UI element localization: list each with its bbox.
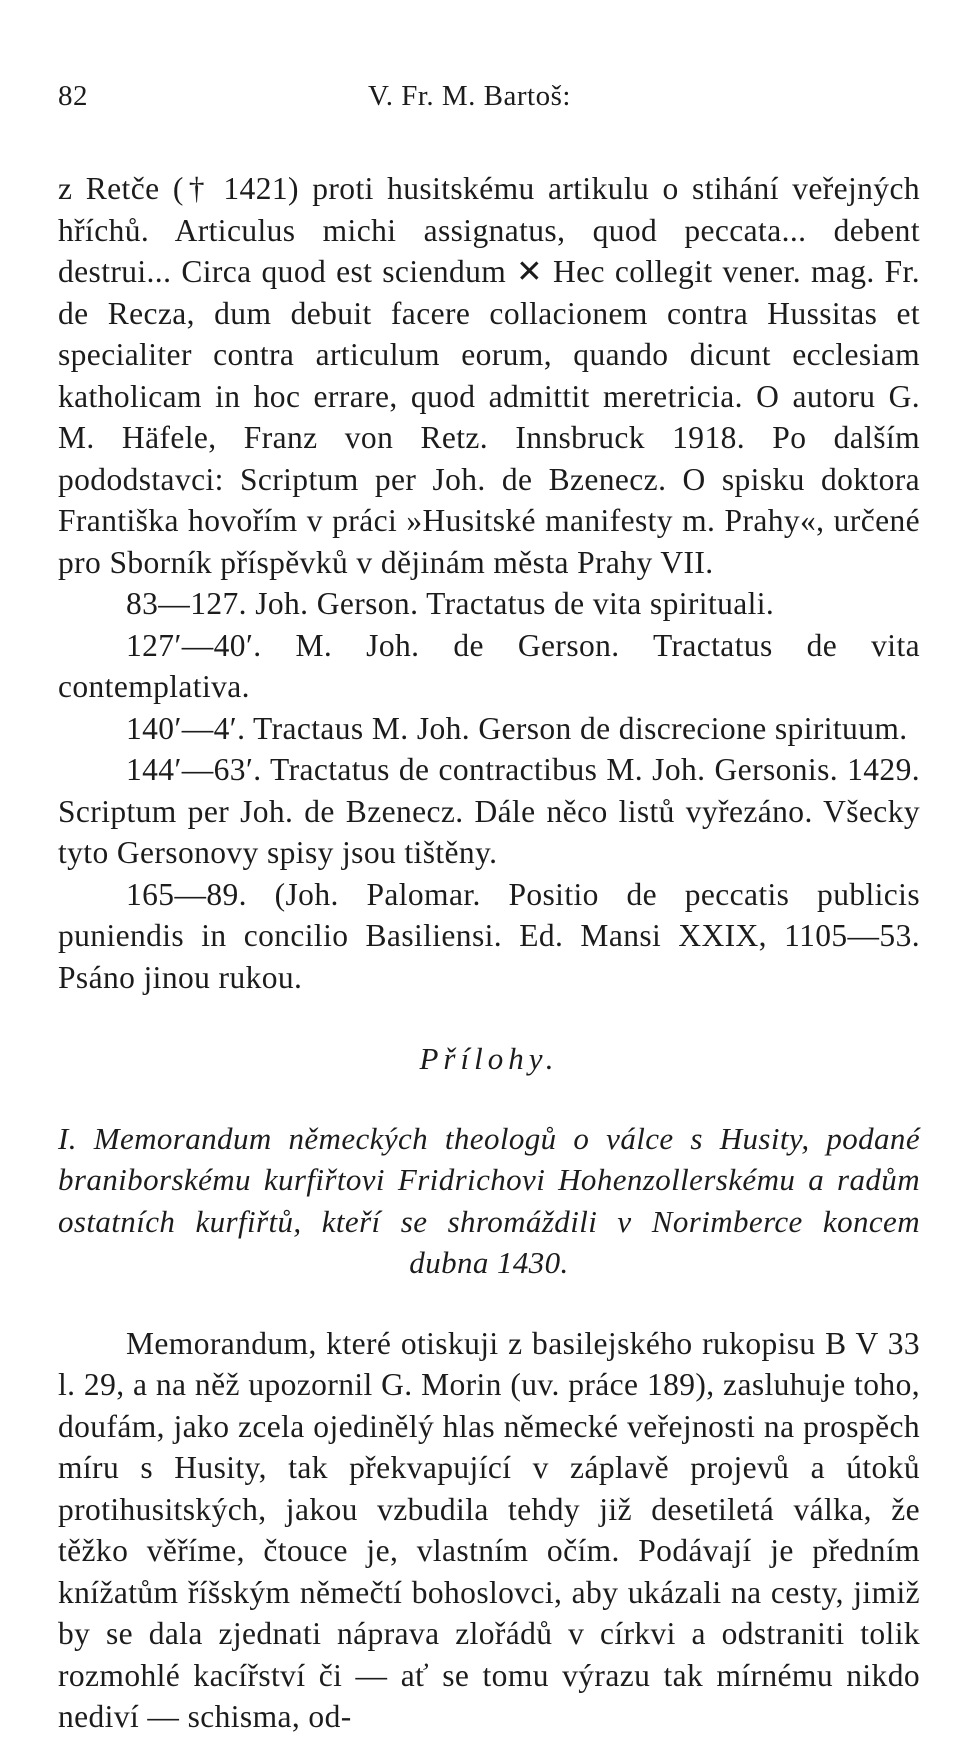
- catalog-entry-paragraph: 127′—40′. M. Joh. de Gerson. Tractatus de vita contemplativa.: [58, 627, 920, 704]
- appendix-title: I. Memorandum německých theologů o válce s Husity, podané braniborskému kurfiřtovi Fridrichovi Hohenzollerskému a radům ostatních kurfiřtů, kteří se shromáždili v Norimberce koncem dubna 1430.: [58, 1120, 920, 1280]
- page-number: 82: [58, 80, 88, 112]
- book-page: [58, 80, 920, 1738]
- catalog-entry-paragraph: 83—127. Joh. Gerson. Tractatus de vita spirituali.: [126, 586, 775, 621]
- running-title: V. Fr. M. Bartoš:: [368, 80, 571, 112]
- catalog-entry-paragraph: 165—89. (Joh. Palomar. Positio de peccatis publicis puniendis in concilio Basiliensi. Ed. Mansi XXIX, 1105—53. Psáno jinou rukou.: [58, 876, 920, 995]
- section-heading: Přílohy.: [419, 1041, 559, 1076]
- body-text: [58, 168, 920, 1738]
- running-head: [58, 80, 920, 120]
- final-paragraph: Memorandum, které otiskuji z basilejského rukopisu B V 33 l. 29, a na něž upozornil G. Morin (uv. práce 189), zasluhuje toho, doufám, jako zcela ojedinělý hlas německé veřejnosti na prospěch míru s Husity, tak překvapující v záplavě projevů a útoků protihusitských, jakou vzbudila tehdy již desetiletá válka, že těžko věříme, čtouce je, vlastním očím. Podávají je předním knížatům říšským němečtí bohoslovci, aby ukázali na cesty, jimiž by se dala zjednati náprava zlořádů v církvi a odstraniti tolik rozmohlé kacířství či — ať se tomu výrazu tak mírnému nikdo nediví — schisma, od-: [58, 1325, 920, 1734]
- continuation-paragraph: z Retče († 1421) proti husitskému artikulu o stihání veřejných hříchů. Articulus michi assignatus, quod peccata... debent destrui... Circa quod est sciendum ✕ Hec collegit vener. mag. Fr. de Recza, dum debuit facere collacionem contra Hussitas et specialiter contra articulum eorum, quando dicunt ecclesiam katholicam in hoc errare, quod admittit meretricia. O autoru G. M. Häfele, Franz von Retz. Innsbruck 1918. Po dalším pododstavci: Scriptum per Joh. de Bzenecz. O spisku doktora Františka hovořím v práci »Husitské manifesty m. Prahy«, určené pro Sborník příspěvků v dějinám města Prahy VII.: [58, 171, 920, 580]
- catalog-entry-paragraph: 144′—63′. Tractatus de contractibus M. Joh. Gersonis. 1429. Scriptum per Joh. de Bzenecz. Dále něco listů vyřezáno. Všecky tyto Gersonovy spisy jsou tištěny.: [58, 752, 920, 870]
- catalog-entry-paragraph: 140′—4′. Tractaus M. Joh. Gerson de discrecione spirituum.: [126, 710, 908, 746]
